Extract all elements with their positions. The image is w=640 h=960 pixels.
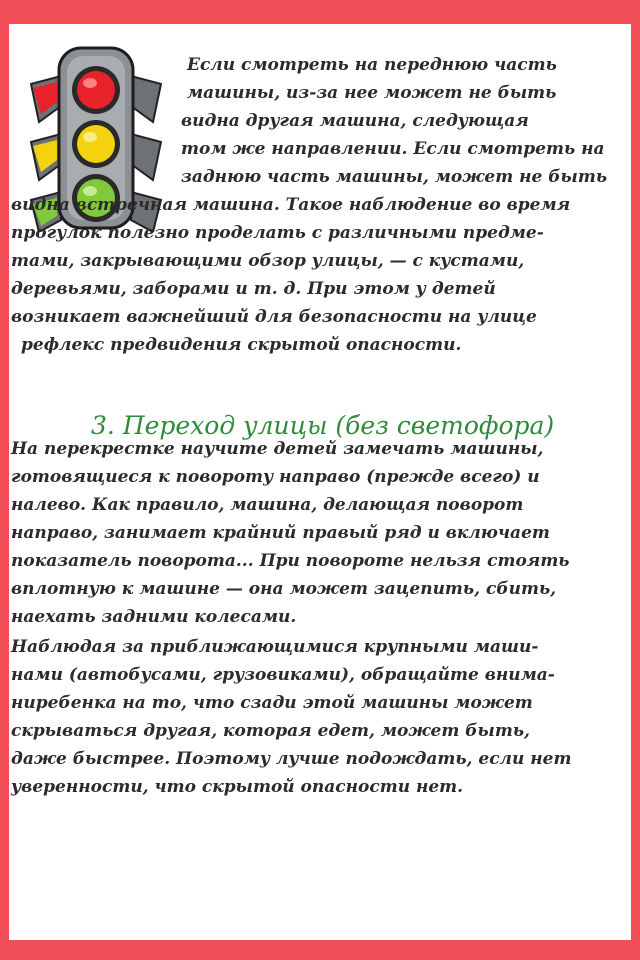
body-line: нами (автобусами, грузовиками), обращайте внима- [11,665,555,685]
intro-line: том же направлении. Если смотреть на [181,139,605,159]
body-line: скрываться другая, которая едет, может быть, [11,721,530,741]
content-sheet [9,24,631,940]
body-line: На перекрестке научите детей замечать машины, [11,439,544,459]
body-line: вплотную к машине — она может зацепить, сбить, [11,579,557,599]
intro-line: рефлекс предвидения скрытой опасности. [21,335,462,355]
intro-line: тами, закрывающими обзор улицы, — с кустами, [11,251,525,271]
body-line: наехать задними колесами. [11,607,297,627]
body-line: уверенности, что скрытой опасности нет. [11,777,464,797]
intro-line: видна встречная машина. Такое наблюдение во время [11,195,571,215]
intro-line: возникает важнейший для безопасности на улице [11,307,537,327]
intro-line: прогулок полезно проделать с различными предме- [11,223,544,243]
intro-line: деревьями, заборами и т. д. При этом у детей [11,279,496,299]
body-line: готовящиеся к повороту направо (прежде всего) и [11,467,540,487]
body-line: Наблюдая за приближающимися крупными маши- [11,637,539,657]
body-line: даже быстрее. Поэтому лучше подождать, если нет [11,749,572,769]
section-heading: 3. Переход улицы (без светофора) [91,411,555,440]
body-line: направо, занимает крайний правый ряд и включает [11,523,550,543]
body-line: ниребенка на то, что сзади этой машины может [11,693,533,713]
body-line: показатель поворота... При повороте нельзя стоять [11,551,570,571]
intro-line: машины, из-за нее может не быть [187,83,557,103]
intro-line: заднюю часть машины, может не быть [181,167,608,187]
body-line: налево. Как правило, машина, делающая поворот [11,495,524,515]
intro-line: видна другая машина, следующая [181,111,529,131]
intro-line: Если смотреть на переднюю часть [187,55,557,75]
